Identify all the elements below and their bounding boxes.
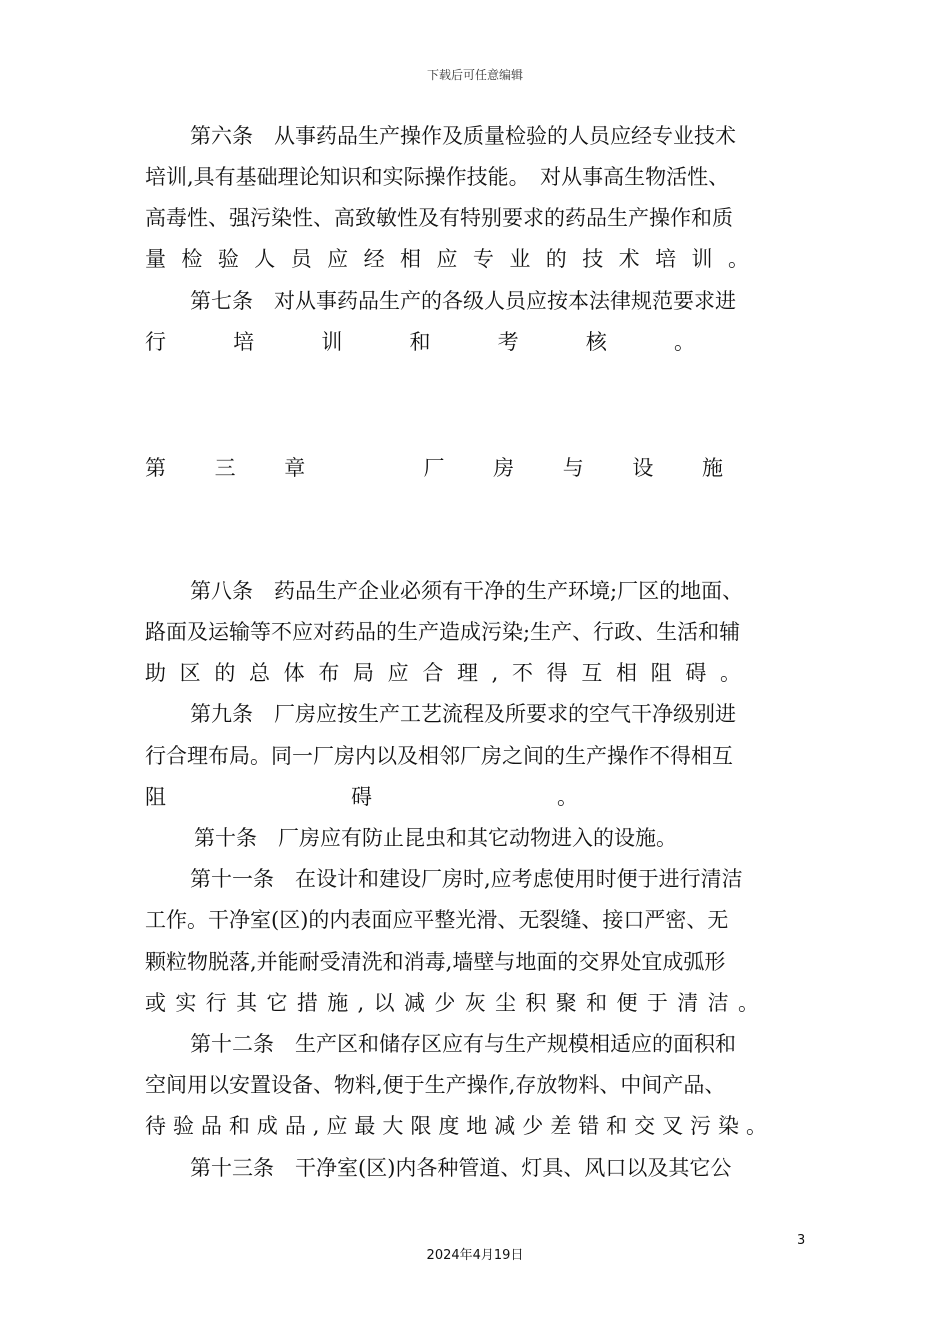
paragraph-line: 工作。干净室(区)的内表面应平整光滑、无裂缝、接口严密、无 — [145, 908, 729, 932]
paragraph-line: 待验品和成品,应最大限度地减少差错和交叉污染。 — [145, 1114, 767, 1138]
paragraph-line: 行培训和考核。 — [145, 330, 695, 354]
paragraph-line: 第十二条 生产区和储存区应有与生产规模相适应的面积和 — [190, 1032, 736, 1056]
paragraph-line: 路面及运输等不应对药品的生产造成污染;生产、行政、生活和辅 — [145, 620, 741, 644]
paragraph-line: 阻碍。 — [145, 785, 578, 809]
paragraph-line: 第十三条 干净室(区)内各种管道、灯具、风口以及其它公 — [190, 1156, 732, 1180]
paragraph-line: 第九条 厂房应按生产工艺流程及所要求的空气干净级别进 — [190, 702, 736, 726]
paragraph-line: 或实行其它措施,以减少灰尘积聚和便于清洁。 — [145, 991, 759, 1015]
chapter-title: 第三章 厂房与设施 — [145, 456, 723, 480]
paragraph-line: 第七条 对从事药品生产的各级人员应按本法律规范要求进 — [190, 289, 736, 313]
paragraph-line: 高毒性、强污染性、高致敏性及有特别要求的药品生产操作和质 — [145, 206, 733, 230]
paragraph-line: 培训,具有基础理论知识和实际操作技能。 对从事高生物活性、 — [145, 165, 730, 189]
paragraph-line: 第十一条 在设计和建设厂房时,应考虑使用时便于进行清洁 — [190, 867, 743, 891]
paragraph-line: 空间用以安置设备、物料,便于生产操作,存放物料、中间产品、 — [145, 1073, 726, 1097]
paragraph-line: 第八条 药品生产企业必须有干净的生产环境;厂区的地面、 — [190, 579, 744, 603]
paragraph-line: 量检验人员应经相应专业的技术培训。 — [145, 247, 749, 271]
paragraph-line: 行合理布局。同一厂房内以及相邻厂房之间的生产操作不得相互 — [145, 744, 733, 768]
page-header: 下载后可任意编辑 — [426, 68, 523, 82]
page-number: 3 — [797, 1233, 806, 1248]
paragraph-line: 颗粒物脱落,并能耐受清洗和消毒,墙壁与地面的交界处宜成弧形 — [145, 950, 726, 974]
paragraph-line: 助区的总体布局应合理,不得互相阻碍。 — [145, 661, 741, 685]
paragraph-line: 第十条 厂房应有防止昆虫和其它动物进入的设施。 — [194, 826, 677, 850]
page-footer-date: 2024年4月19日 — [426, 1248, 524, 1263]
paragraph-line: 第六条 从事药品生产操作及质量检验的人员应经专业技术 — [190, 124, 736, 148]
